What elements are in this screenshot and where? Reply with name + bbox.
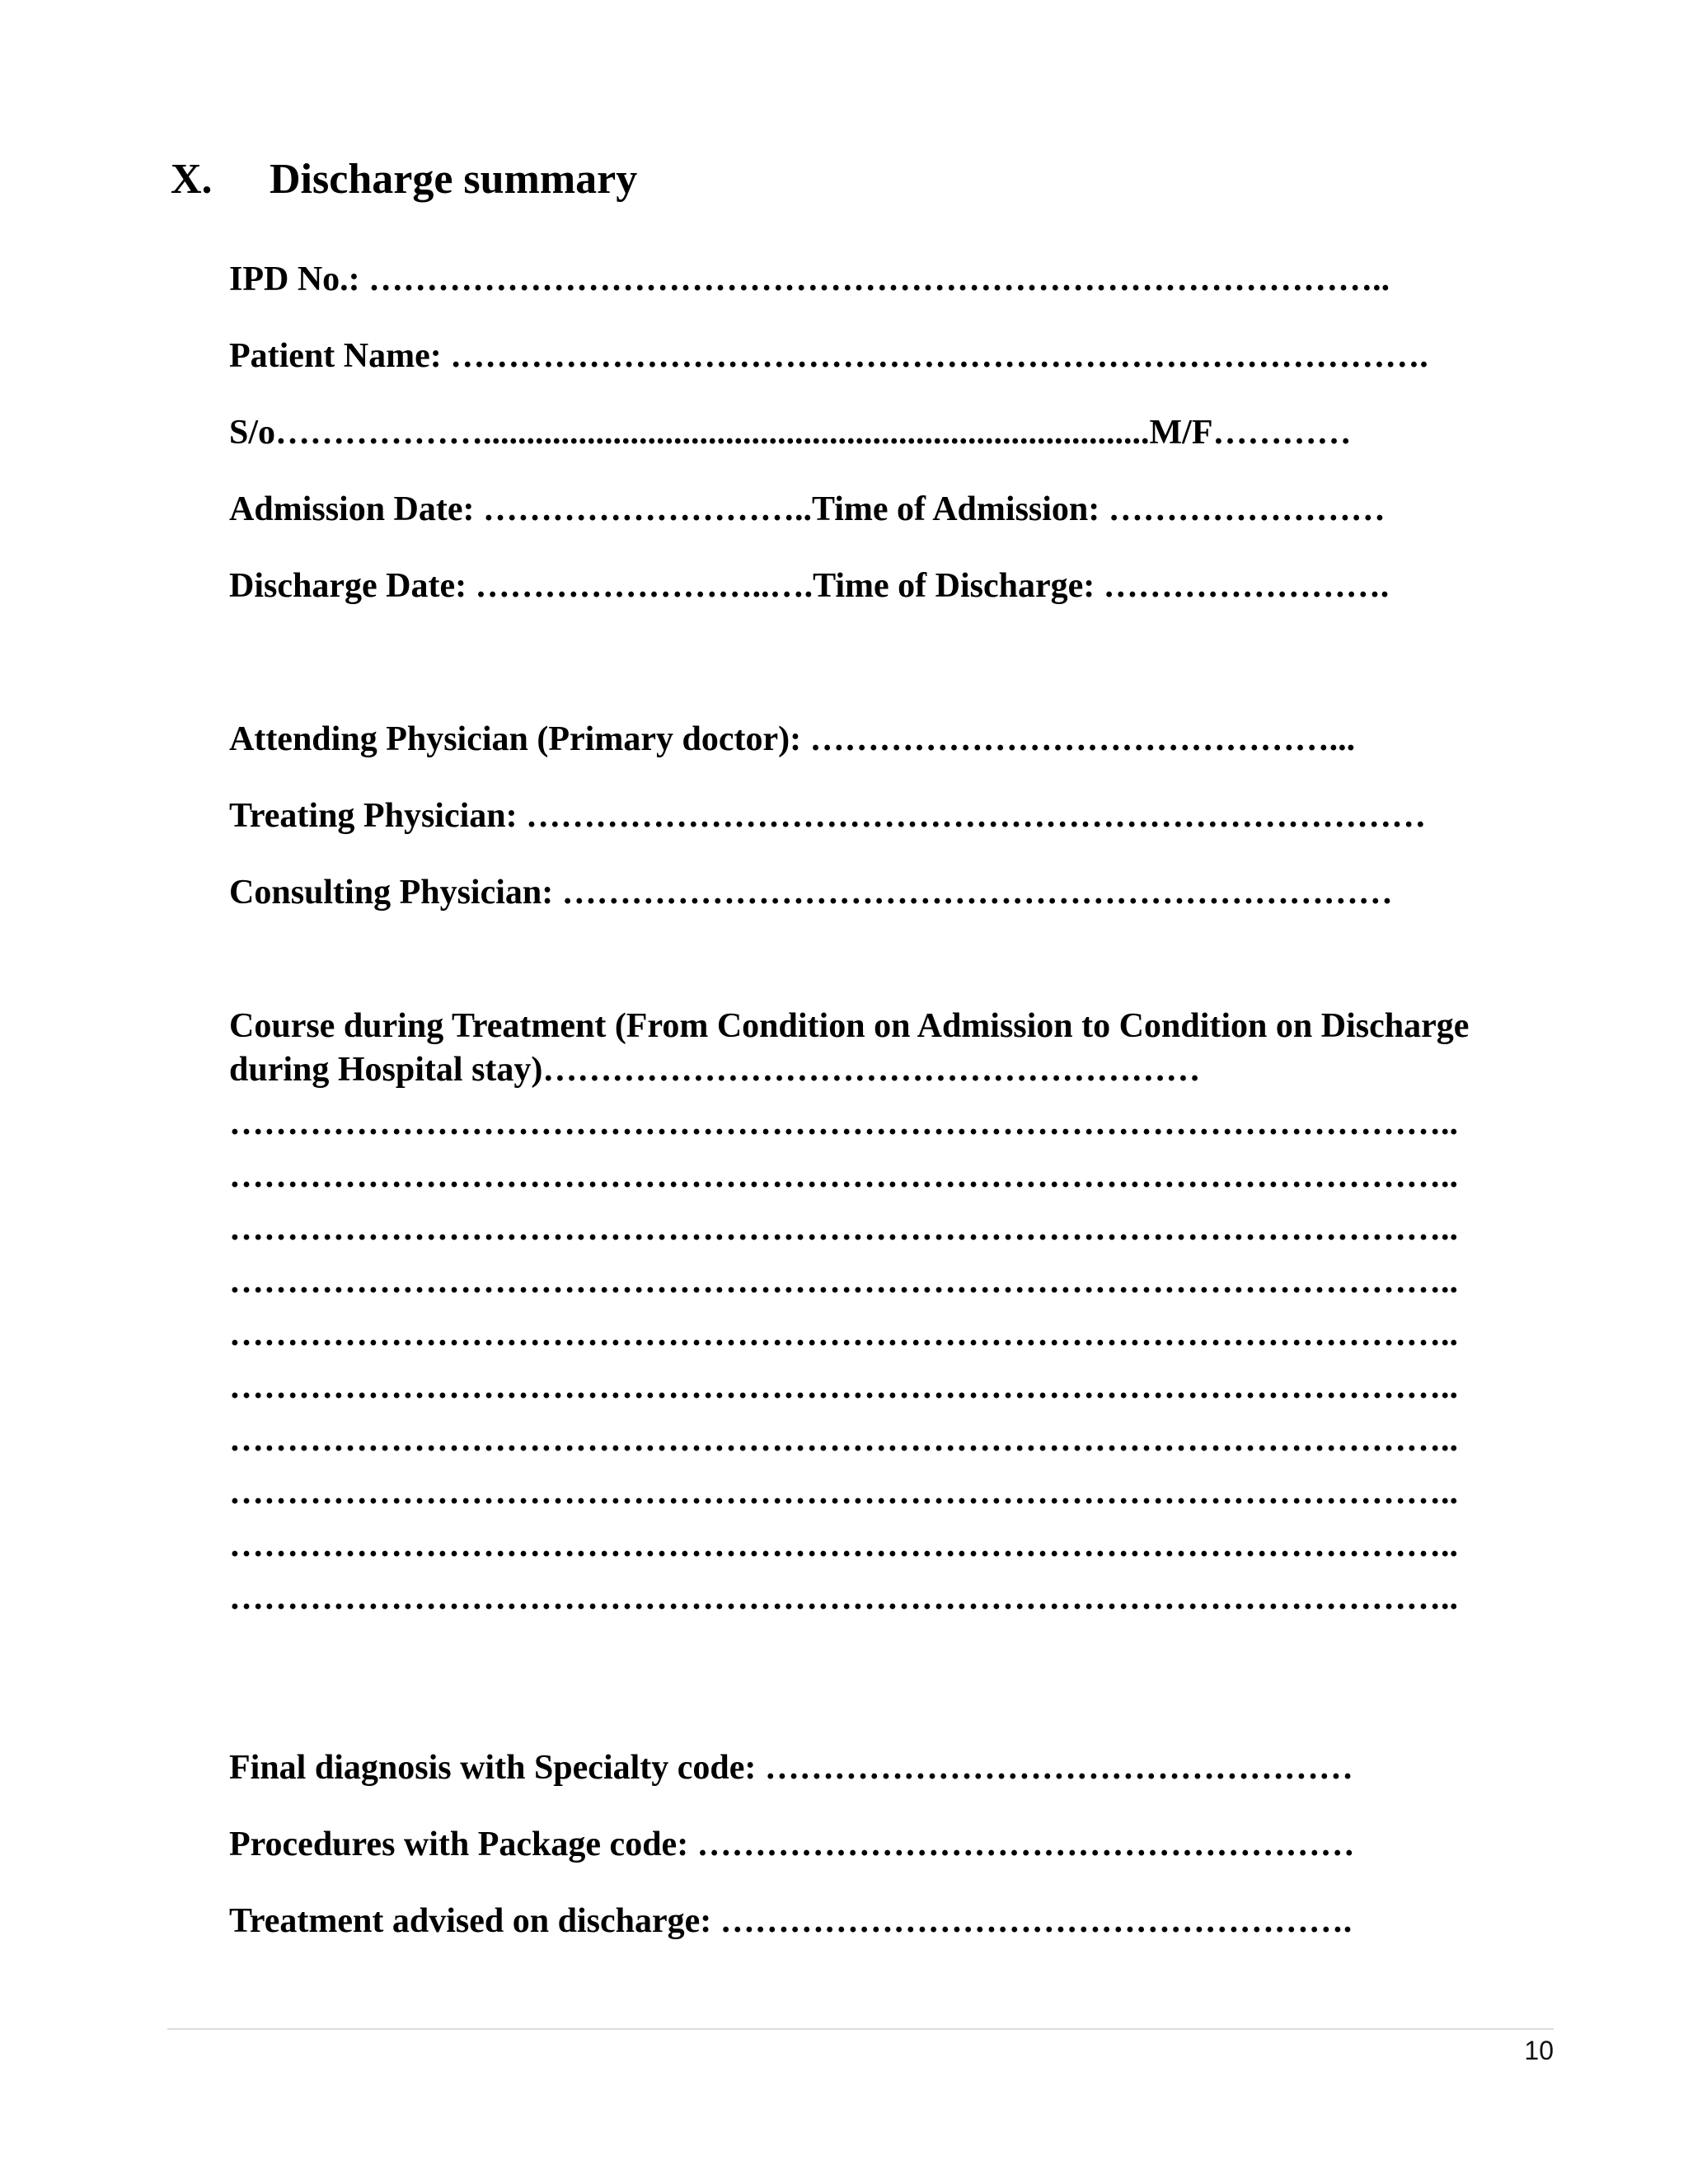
- course-during-treatment-field: Course during Treatment (From Condition on Admission to Condition on Discharge during Hospital stay)…………………………………………………: [229, 1007, 1470, 1089]
- course-line: ……………………………………………………………………………………………..: [229, 1263, 1458, 1301]
- course-line: ……………………………………………………………………………………………..: [229, 1474, 1458, 1511]
- course-line: ……………………………………………………………………………………………..: [229, 1368, 1458, 1406]
- treatment-advised-field: Treatment advised on discharge: ……………………………………………….: [229, 1902, 1353, 1940]
- patient-name-field: Patient Name: ………………………………………………………………………….: [229, 337, 1428, 375]
- section-heading: [171, 155, 637, 204]
- course-line: ……………………………………………………………………………………………..: [229, 1104, 1458, 1142]
- course-line: ……………………………………………………………………………………………..: [229, 1157, 1458, 1195]
- so-mf-field: S/o……………….............................................................................M/F…………: [229, 414, 1352, 452]
- attending-physician-field: Attending Physician (Primary doctor): ………………………………………...: [229, 720, 1356, 758]
- final-diagnosis-field: Final diagnosis with Specialty code: ……………………………………………: [229, 1749, 1353, 1787]
- course-line: ……………………………………………………………………………………………..: [229, 1579, 1458, 1617]
- discharge-field: Discharge Date: ……………………..….Time of Discharge: …………………….: [229, 567, 1390, 605]
- section-title: Discharge summary: [270, 156, 638, 203]
- course-line: ……………………………………………………………………………………………..: [229, 1526, 1458, 1564]
- admission-field: Admission Date: ………………………..Time of Admission: ……………………: [229, 490, 1386, 528]
- course-line: ……………………………………………………………………………………………..: [229, 1315, 1458, 1353]
- procedures-field: Procedures with Package code: …………………………………………………: [229, 1825, 1355, 1863]
- consulting-physician-field: Consulting Physician: ………………………………………………………………: [229, 874, 1393, 912]
- page-number: 10: [1524, 2036, 1554, 2065]
- footer-divider: [167, 2028, 1554, 2030]
- course-line: ……………………………………………………………………………………………..: [229, 1421, 1458, 1459]
- section-number: X.: [171, 156, 213, 203]
- course-line: ……………………………………………………………………………………………..: [229, 1210, 1458, 1248]
- ipd-no-field: IPD No.: ……………………………………………………………………………..: [229, 260, 1390, 298]
- treating-physician-field: Treating Physician: ……………………………………………………………………: [229, 797, 1427, 835]
